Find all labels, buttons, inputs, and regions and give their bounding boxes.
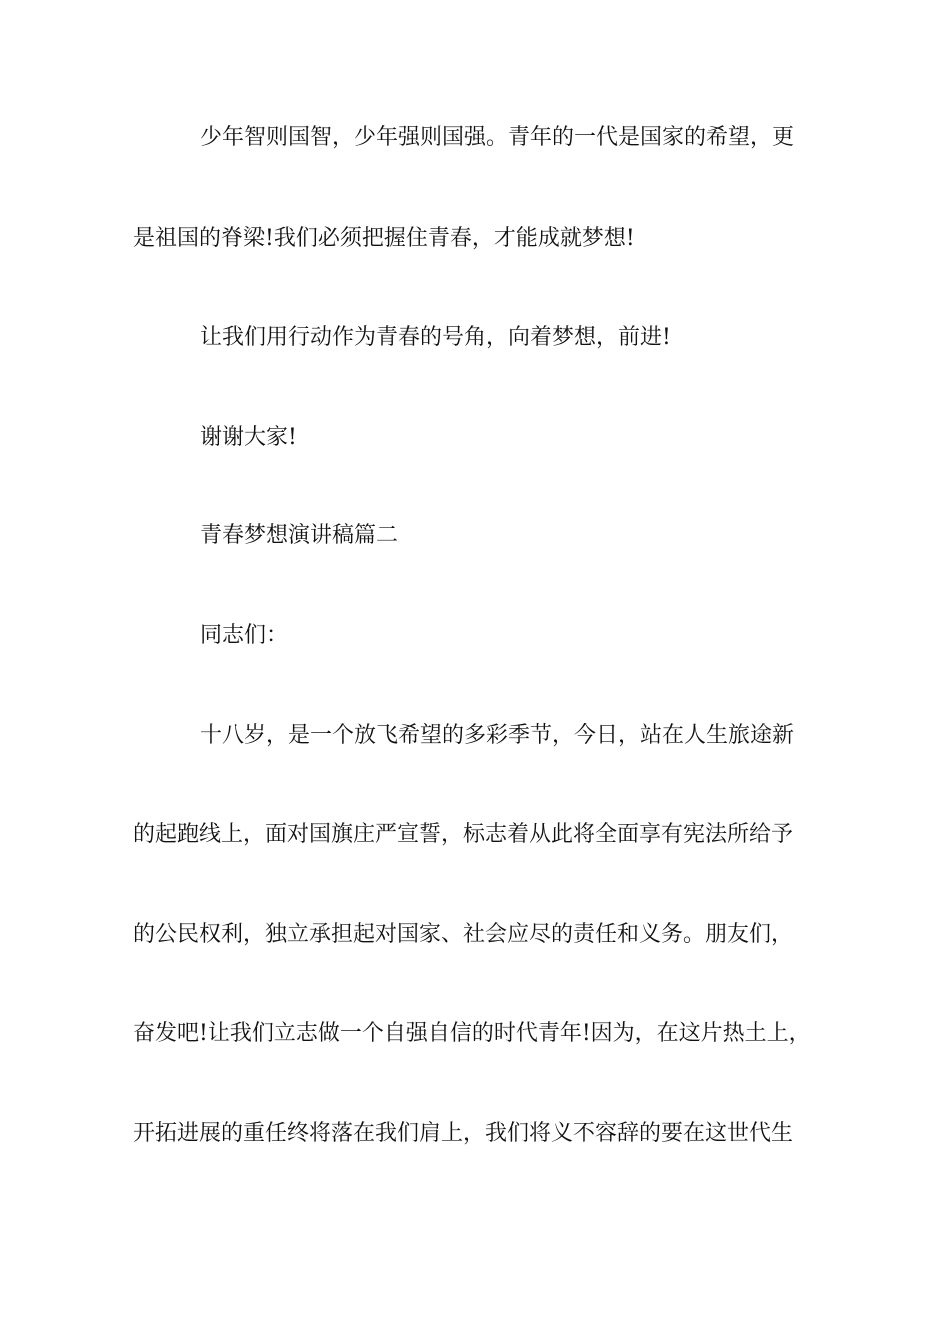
- paragraph-line-5: 十八岁，是一个放飞希望的多彩季节，今日，站在人生旅途新: [200, 723, 795, 748]
- paragraph-line-8: 奋发吧!让我们立志做一个自强自信的时代青年!因为，在这片热土上，: [133, 1021, 811, 1046]
- paragraph-line-3: 让我们用行动作为青春的号角，向着梦想，前进!: [200, 325, 671, 350]
- paragraph-line-1: 少年智则国智，少年强则国强。青年的一代是国家的希望，更: [200, 125, 795, 150]
- paragraph-line-7: 的公民权利，独立承担起对国家、社会应尽的责任和义务。朋友们，: [133, 922, 794, 947]
- paragraph-line-9: 开拓进展的重任终将落在我们肩上，我们将义不容辞的要在这世代生: [133, 1121, 794, 1146]
- section-heading: 青春梦想演讲稿篇二: [200, 523, 399, 548]
- paragraph-line-4: 谢谢大家!: [200, 425, 297, 450]
- salutation: 同志们：: [200, 623, 289, 648]
- paragraph-line-2: 是祖国的脊梁!我们必须把握住青春，才能成就梦想!: [133, 226, 635, 251]
- paragraph-line-6: 的起跑线上，面对国旗庄严宣誓，标志着从此将全面享有宪法所给予: [133, 822, 794, 847]
